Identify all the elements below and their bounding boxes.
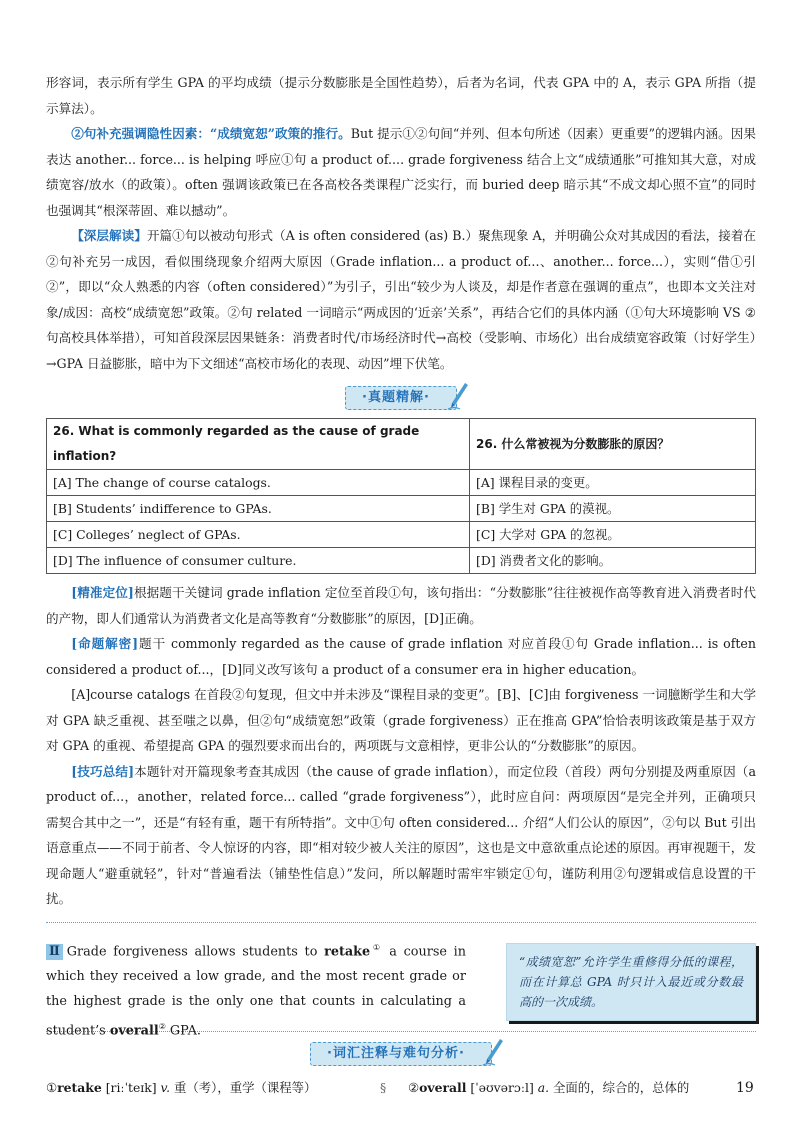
note-2: ② xyxy=(158,1021,166,1031)
option-a-zh: [A] 课程目录的变更。 xyxy=(470,470,756,496)
passage-section xyxy=(46,935,756,1039)
locate-tag: [精准定位] xyxy=(71,585,134,600)
analysis-locate xyxy=(46,580,756,631)
vocab-def-1: 重（考），重学（课程等） xyxy=(170,1079,317,1095)
paragraph-continuation: 形容词，表示所有学生 GPA 的平均成绩（提示分数膨胀是全国性趋势），后者为名词，代表 GPA 中的 A，表示 GPA 所指（提示算法）。 xyxy=(46,75,756,116)
deep-reading-body: 开篇①句以被动句形式（A is often considered (as) B.）聚焦现象 A，并明确公众对其成因的看法，接着在②句补充另一成因，看似围绕现象介绍两大原因（Grade inflation... a product of...、another... force...），实则“借①引②”，即以“众人熟悉的内容（often considered）”为引子，引出“较少为人谈及，却是作者意在强调的重点”，也即本文关注对象/成因：高校“成绩宽恕”政策。②句 related 一词暗示“两成因的‘近亲’关系”，再结合它们的具体内涵（①句大环境影响 VS ②句高校具体举措），可知首段深层因果链条：消费者时代/市场经济时代→高校（受影响、市场化）出台成绩宽容政策（讨好学生）→GPA 日益膨胀，暗中为下文细述“高校市场化的表现、动因”埋下伏笔。 xyxy=(46,228,757,371)
passage-text-3: GPA. xyxy=(165,1023,201,1039)
translation-box: “成绩宽恕”允许学生重修得分低的课程，而在计算总 GPA 时只计入最近或分数最高的一次成绩。 xyxy=(506,943,756,1021)
passage-sentence xyxy=(46,935,466,1044)
page-content xyxy=(46,70,756,1100)
option-row-a xyxy=(47,470,756,496)
banner-vocab-wrap xyxy=(46,1038,756,1068)
vocab-word-1: retake xyxy=(57,1079,102,1095)
skills-tag: [技巧总结] xyxy=(71,763,135,779)
vocab-def-2: 全面的，综合的，总体的 xyxy=(549,1079,690,1095)
option-d-en: [D] The influence of consumer culture. xyxy=(47,548,470,574)
question-header-row xyxy=(47,419,756,470)
analysis-distractors: [A]course catalogs 在首段②句复现，但文中并未涉及“课程目录的变更”。[B]、[C]由 forgiveness 一词臆断学生和大学对 GPA 缺乏重视、甚至嗤之以鼻，但②句“成绩宽恕”政策（grade forgiveness）正在推高 GPA”恰恰表明该政策是基于双方对 GPA 的重视、希望提高 GPA 的强烈要求而出台的，两项既与文意相悖，更非公认的“分数膨胀”的原因。 xyxy=(46,687,756,753)
question-table xyxy=(46,418,756,574)
note-1: ① xyxy=(370,942,383,952)
word-retake: retake xyxy=(324,943,371,959)
vocab-overall xyxy=(408,1076,689,1100)
paragraph-deep-reading xyxy=(46,223,756,376)
divider-top xyxy=(46,922,756,923)
word-overall: overall xyxy=(109,1023,159,1039)
option-a-en: [A] The change of course catalogs. xyxy=(47,470,470,496)
question-zh: 26. 什么常被视为分数膨胀的原因？ xyxy=(470,419,756,470)
pen-icon xyxy=(481,1037,505,1067)
banner-vocab-label: ·词汇注释与难句分析· xyxy=(327,1045,465,1061)
vocab-pos-1: v. xyxy=(160,1079,171,1095)
sentence-marker: Ⅱ xyxy=(46,944,63,960)
sentence2-heading: ②句补充强调隐性因素：“成绩宽恕”政策的推行。 xyxy=(71,126,351,141)
option-row-c xyxy=(47,522,756,548)
banner-exam-analysis xyxy=(345,386,457,410)
analysis-decode xyxy=(46,631,756,682)
vocab-num-2: ② xyxy=(408,1079,420,1095)
vocab-pron-1: [riːˈteɪk] xyxy=(101,1079,161,1095)
question-en: 26. What is commonly regarded as the cause of grade inflation? xyxy=(47,419,470,470)
skills-body: 本题针对开篇现象考查其成因（the cause of grade inflation），而定位段（首段）两句分别提及两重原因（a product of...，another，related force... called “grade forgiveness”），此时应自问：两项原因“是完全并列，正确项只需契合其中之一”，还是“有轻有重，题干有所特指”。文中①句 often considered... 介绍“人们公认的原因”，②句以 But 引出语意重点——不同于前者、令人惊讶的内容，即“相对较少被人关注的原因”，这也是文中意欲重点论述的原因。再审视题干，发现命题人“避重就轻”，针对“普遍看法（铺垫性信息）”发问，所以解题时需牢牢锁定①句，谨防利用②句逻辑或信息设置的干扰。 xyxy=(46,763,756,906)
decode-tag: [命题解密] xyxy=(71,636,139,651)
option-b-zh: [B] 学生对 GPA 的漠视。 xyxy=(470,496,756,522)
vocab-pos-2: a. xyxy=(537,1079,550,1095)
option-c-zh: [C] 大学对 GPA 的忽视。 xyxy=(470,522,756,548)
paragraph-sentence2 xyxy=(46,121,756,223)
vocab-num-1: ① xyxy=(46,1079,58,1095)
pen-icon xyxy=(446,381,470,411)
deep-reading-tag: 【深层解读】 xyxy=(71,228,147,243)
banner-exam-analysis-label: ·真题精解· xyxy=(362,390,430,405)
option-row-b xyxy=(47,496,756,522)
option-d-zh: [D] 消费者文化的影响。 xyxy=(470,548,756,574)
passage-text-2: a course in which they received a low grade, and the most recent grade or the highest grade is the only one that counts in calculating a student’s xyxy=(46,943,466,1039)
page-number: 19 xyxy=(736,1080,754,1096)
analysis-skills xyxy=(46,759,756,912)
passage-text-1: Grade forgiveness allows students to xyxy=(66,943,325,959)
vocab-word-2: overall xyxy=(419,1079,467,1095)
option-c-en: [C] Colleges’ neglect of GPAs. xyxy=(47,522,470,548)
option-b-en: [B] Students’ indifference to GPAs. xyxy=(47,496,470,522)
vocab-retake xyxy=(46,1076,316,1100)
sentence2-body: But 提示①②句间“并列、但本句所述（因素）更重要”的逻辑内涵。因果表达 another... force... is helping 呼应①句 a product of.... grade forgiveness 结合上文“成绩通胀”可推知其大意，对成绩宽容/放水（的政策）。often 强调该政策已在各高校各类课程广泛实行，而 buried deep 暗示其“不成文却心照不宣”的同时也强调其“根深蒂固、难以撼动”。 xyxy=(46,126,756,218)
decode-body: 题干 commonly regarded as the cause of grade inflation 对应首段①句 Grade inflation... is often considered a product of...，[D]同义改写该句 a product of a consumer era in higher education。 xyxy=(46,636,756,677)
banner-vocab xyxy=(310,1042,492,1066)
locate-body: 根据题干关键词 grade inflation 定位至首段①句，该句指出：“分数膨胀”往往被视作高等教育进入消费者时代的产物，即人们通常认为消费者文化是高等教育“分数膨胀”的原因，[D]正确。 xyxy=(46,585,756,626)
option-row-d xyxy=(47,548,756,574)
vocab-notes xyxy=(46,1076,756,1100)
banner-exam-analysis-wrap xyxy=(46,382,756,412)
vocab-separator: § xyxy=(380,1079,387,1095)
vocab-pron-2: [ˈəʊvərɔːl] xyxy=(466,1079,538,1095)
